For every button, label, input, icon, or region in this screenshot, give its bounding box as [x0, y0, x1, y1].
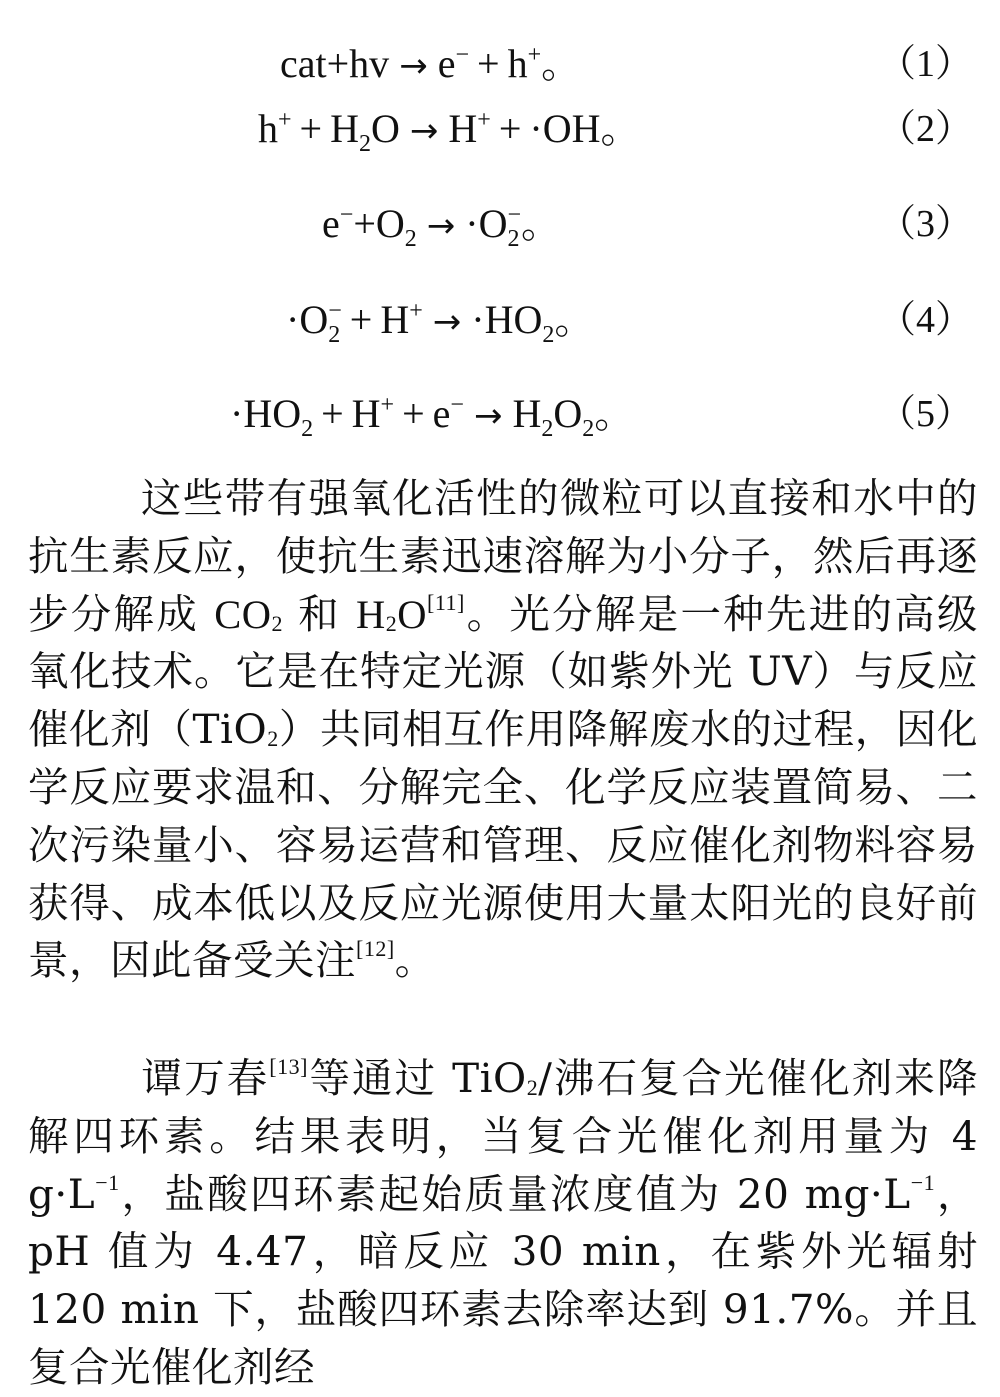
equation-1-number: （1）: [878, 43, 974, 85]
paragraph-photocatalysis: 这些带有强氧化活性的微粒可以直接和水中的抗生素反应，使抗生素迅速溶解为小分子，然后再逐步分解成 $CO_2$ 和 $H_2O[11]$。光分解是一种先进的高级氧化技术。它是在特定光源（如紫外光 UV）与反应催化剂（TiO$_2$）共同相互作用降解废水的过程，因化学反应要求温和、分解完全、化学反应装置简易、二次污染量小、容易运营和管理、反应催化剂物料容易获得、成本低以及反应光源使用大量太阳光的良好前景，因此备受关注[12]。: [28, 474, 979, 985]
co2-formula: $CO_2$: [214, 591, 283, 637]
paragraph1-text-a: 这些带有强氧化活性的微粒可以直接和水中的抗生素反应，使抗生素迅速溶解为小分子，然后再逐步分解成: [28, 474, 978, 638]
equation-2-number: （2）: [878, 108, 974, 150]
paragraph2-text-b: /沸石复合光催化剂来降解四环素。结果表明，当复合光催化剂用量为 4 g·L: [28, 1054, 978, 1218]
equation-3-expression: $e^-+O_2 \to \cdot O_2^-$。: [322, 201, 562, 252]
citation-13: [13]: [269, 1054, 308, 1079]
paragraph2-text-d: ，pH 值为 4.47，暗反应 30 min，在紫外光辐射 120 min 下，盐酸四环素去除率达到 91.7%。并且复合光催化剂经: [28, 1169, 978, 1391]
equation-4-number: （4）: [878, 299, 974, 341]
citation-12: [12]: [356, 936, 395, 962]
equation-2-expression: $h^+ + H_2O \to H^+ + \cdot OH$。: [258, 106, 641, 157]
paragraph2-text-a: 等通过 TiO: [307, 1054, 527, 1102]
equation-1-expression: cat+hv → e− + h+。: [280, 41, 582, 86]
equation-5-expression: $\cdot HO_2 + H^+ + e^- \to H_2O_2$。: [230, 391, 635, 442]
citation-11: [11]: [427, 589, 465, 615]
paragraph2-text-c: ，盐酸四环素起始质量浓度值为 20 mg·L: [119, 1169, 911, 1218]
paragraph1-text-c: ）共同相互作用降解废水的过程，因化学反应要求温和、分解完全、化学反应装置简易、二次污染量小、容易运营和管理、反应催化剂物料容易获得、成本低以及反应光源使用大量太阳光的良好前景，因此备受关注: [28, 705, 979, 985]
equation-4-expression: $\cdot O_2^- + H^+ \to \cdot HO_2$。: [286, 297, 595, 348]
equation-3-number: （3）: [878, 203, 974, 245]
author-name: 谭万春: [140, 1054, 270, 1102]
equation-5-number: （5）: [878, 393, 974, 435]
paragraph-tetracycline-study: 谭万春[13]等通过 TiO$_2$/沸石复合光催化剂来降解四环素。结果表明，当复合光催化剂用量为 4 $g\cdot L^{-1}$，盐酸四环素起始质量浓度值为 20 $mg\cdot L^{-1}$，pH 值为 4.47，暗反应 30 min，在紫外光辐射 120 min 下，盐酸四环素去除率达到 91.7%。并且复合光催化剂经: [28, 1054, 978, 1391]
paragraph1-text-b: 。光分解是一种先进的高级氧化技术。它是在特定光源（如紫外光 UV）与反应催化剂（TiO: [28, 589, 979, 754]
h2o-formula: $H_2O$: [356, 591, 428, 637]
